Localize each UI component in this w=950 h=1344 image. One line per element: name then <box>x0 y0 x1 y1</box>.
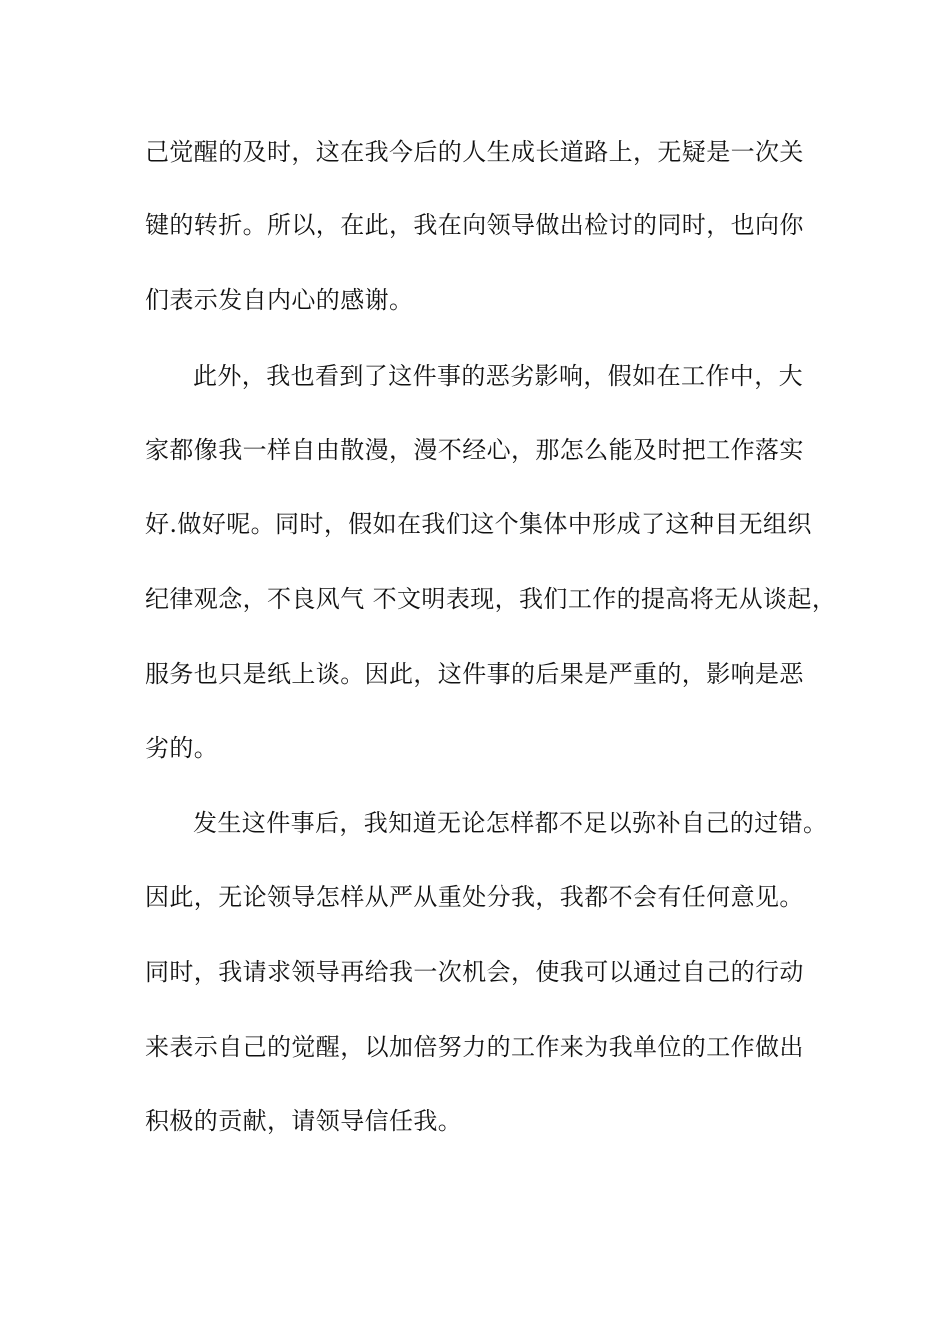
text-line: 好.做好呢。同时，假如在我们这个集体中形成了这种目无组织 <box>145 510 812 538</box>
text-line: 键的转折。所以，在此，我在向领导做出检讨的同时，也向你 <box>145 211 804 239</box>
text-line: 来表示自己的觉醒，以加倍努力的工作来为我单位的工作做出 <box>145 1033 804 1061</box>
paragraph-first-line: 此外，我也看到了这件事的恶劣影响，假如在工作中，大 <box>193 362 803 390</box>
text-line: 己觉醒的及时，这在我今后的人生成长道路上，无疑是一次关 <box>145 138 804 166</box>
text-line: 劣的。 <box>145 734 219 762</box>
text-line: 同时，我请求领导再给我一次机会，使我可以通过自己的行动 <box>145 958 804 986</box>
text-line: 积极的贡献，请领导信任我。 <box>145 1107 463 1135</box>
text-line: 因此，无论领导怎样从严从重处分我，我都不会有任何意见。 <box>145 883 804 911</box>
text-line: 们表示发自内心的感谢。 <box>145 286 414 314</box>
paragraph-first-line: 发生这件事后，我知道无论怎样都不足以弥补自己的过错。 <box>193 809 828 837</box>
text-line: 服务也只是纸上谈。因此，这件事的后果是严重的，影响是恶 <box>145 660 804 688</box>
text-line: 纪律观念，不良风气 不文明表现，我们工作的提高将无从谈起， <box>145 585 837 613</box>
text-line: 家都像我一样自由散漫，漫不经心，那怎么能及时把工作落实 <box>145 436 804 464</box>
